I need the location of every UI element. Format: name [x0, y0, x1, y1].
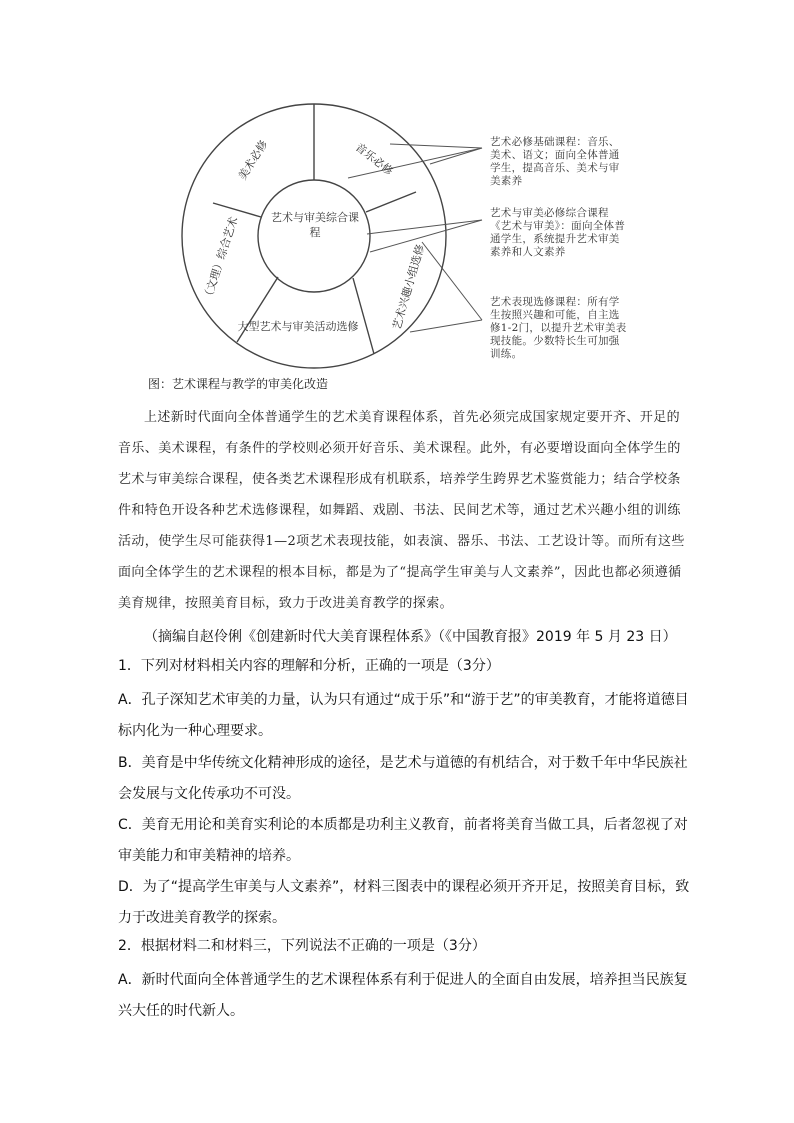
segment-large-activities: 大型艺术与审美活动选修 [237, 320, 359, 333]
q1-stem: 1．下列对材料相关内容的理解和分析，正确的一项是（3分） [118, 658, 500, 674]
q1-option-b: B．美育是中华传统文化精神形成的途径，是艺术与道德的有机结合，对于数千年中华民族社会发展与文化传承功不可没。 [118, 755, 688, 802]
q1-option-a: A．孔子深知艺术审美的力量，认为只有通过“成于乐”和“游于艺”的审美教育，才能将道德目标内化为一种心理要求。 [118, 692, 689, 739]
q2-stem: 2．根据材料二和材料三，下列说法不正确的一项是（3分） [118, 938, 486, 954]
callout-required-basic: 艺术必修基础课程：音乐、美术、语文；面向全体普通学生，提高音乐、美术与审美素养 [490, 136, 620, 187]
body-paragraph: 上述新时代面向全体普通学生的艺术美育课程体系，首先必须完成国家规定要开齐、开足的音乐、美术课程，有条件的学校则必须开好音乐、美术课程。此外，有必要增设面向全体学生的艺术与审美综合课程，使各类艺术课程形成有机联系，培养学生跨界艺术鉴赏能力；结合学校条件和特色开设各种艺术选修课程，如舞蹈、戏剧、书法、民间艺术等，通过艺术兴趣小组的训练活动，使学生尽可能获得1—2项艺术表现技能，如表演、器乐、书法、工艺设计等。而所有这些面向全体学生的艺术课程的根本目标，都是为了“提高学生审美与人文素养”，因此也都必须遵循美育规律，按照美育目标，致力于改进美育教学的探索。 [118, 410, 685, 611]
callout-required-integrated: 艺术与审美必修综合课程《艺术与审美》：面向全体普通学生，系统提升艺术审美素养和人文素养 [490, 207, 626, 258]
q1-option-c: C．美育无用论和美育实利论的本质都是功利主义教育，前者将美育当做工具，后者忽视了对审美能力和审美精神的培养。 [118, 817, 688, 864]
segment-integrated-art: （文理）综合艺术 [200, 215, 241, 303]
callout-elective: 艺术表现选修课程：所有学生按照兴趣和可能，自主选修1-2门，以提升艺术审美表现技能。少数特长生可加强训练。 [490, 296, 627, 360]
q2-option-a: A．新时代面向全体普通学生的艺术课程体系有利于促进人的全面自由发展，培养担当民族复兴大任的时代新人。 [118, 972, 688, 1019]
source-citation: （摘编自赵伶俐《创建新时代大美育课程体系》（《中国教育报》2019 年 5 月 23 日） [144, 629, 677, 645]
figure-caption: 图：艺术课程与教学的审美化改造 [148, 377, 329, 391]
segment-art-required: 美术必修 [235, 138, 271, 183]
q1-option-d: D．为了“提高学生审美与人文素养”，材料三图表中的课程必须开齐开足，按照美育目标，致力于改进美育教学的探索。 [118, 879, 690, 926]
segment-interest-group: 艺术兴趣小组选修 [390, 242, 428, 332]
center-label: 艺术与审美综合课程 [271, 211, 359, 239]
segment-music-required: 音乐必修 [352, 140, 396, 178]
